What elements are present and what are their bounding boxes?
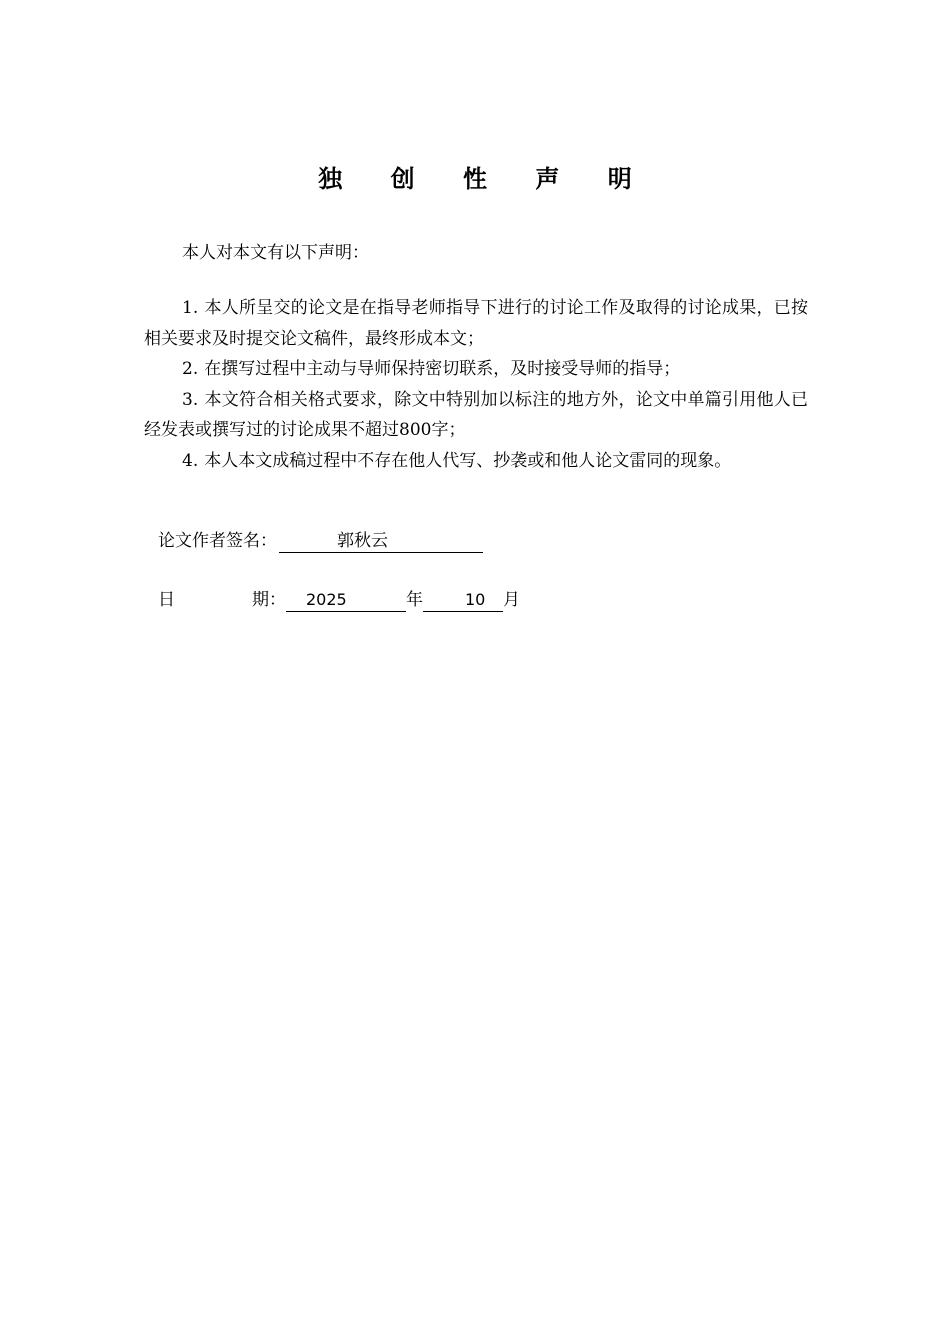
item-number: 3.: [182, 389, 199, 410]
date-row: [158, 588, 520, 612]
item-text: 本人本文成稿过程中不存在他人代写、抄袭或和他人论文雷同的现象。: [204, 450, 732, 471]
declaration-list: [144, 293, 808, 476]
item-text: 在撰写过程中主动与导师保持密切联系，及时接受导师的指导；: [204, 359, 681, 379]
declaration-item-4: [144, 446, 808, 477]
signature-row: [158, 529, 483, 553]
item-number: 4.: [182, 450, 199, 471]
signature-field: 郭秋云: [279, 530, 483, 553]
month-field: 10: [423, 589, 503, 612]
declaration-item-1: [144, 293, 808, 354]
item-number: 1.: [182, 298, 199, 318]
declaration-item-2: [144, 354, 808, 385]
item-number: 2.: [182, 359, 199, 379]
intro-text: 本人对本文有以下声明：: [182, 243, 369, 263]
page-title: 独 创 性 声 明: [318, 165, 652, 193]
signature-label: 论文作者签名：: [158, 531, 277, 551]
year-unit: 年: [406, 590, 423, 610]
date-label-qi: 期：: [252, 590, 286, 610]
item-text: 本人所呈交的论文是在指导老师指导下进行的讨论工作及取得的讨论成果，已按相关要求及时提交论文稿件，最终形成本文；: [144, 298, 808, 349]
item-text: 本文符合相关格式要求，除文中特别加以标注的地方外，论文中单篇引用他人已经发表或撰写过的讨论成果不超过800字；: [144, 389, 808, 440]
date-label-ri: 日: [158, 590, 175, 610]
month-unit: 月: [503, 590, 520, 610]
year-field: 2025: [286, 589, 406, 612]
declaration-item-3: [144, 385, 808, 446]
